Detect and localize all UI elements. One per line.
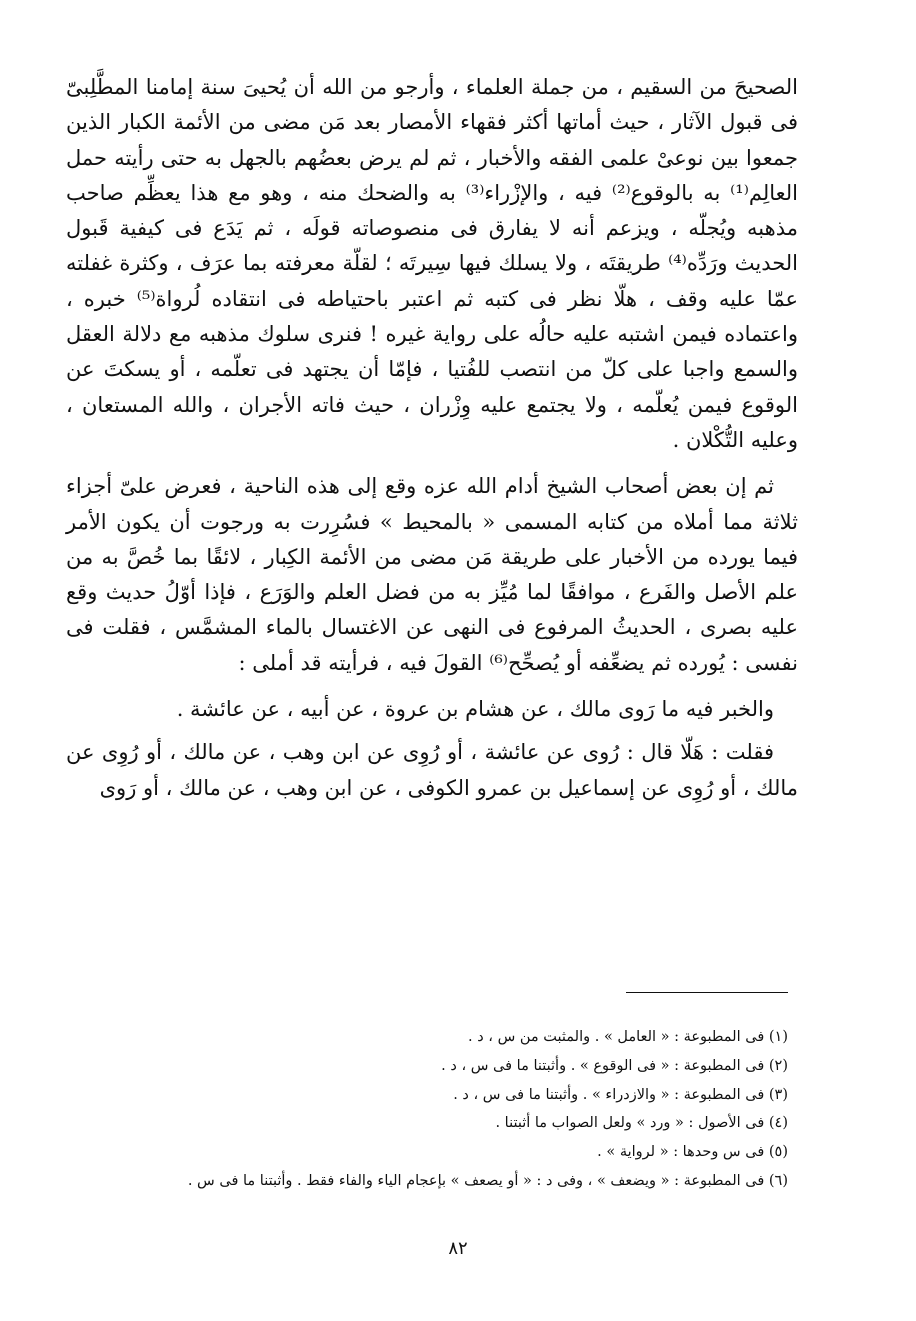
footnotes <box>60 1023 788 1196</box>
paragraph-2 <box>66 469 798 681</box>
paragraph-1 <box>66 70 798 458</box>
footnote-5: (٥) فى س وحدها : « لرواية » . <box>597 1144 788 1161</box>
paragraph-2-text: ثم إن بعض أصحاب الشيخ أدام الله عزه وقع إلى هذه الناحية ، فعرض علىّ أجزاء ثلاثة مما أملاه من كتابه المسمى « بالمحيط » فسُرِرت به ورجوت أن يكون الأمر فيما يورده من الأخبار على طريقة مَن مضى من الأئمة الكِبار ، لائقًا بما خُصَّ به من علم الأصل والفَرع ، موافقًا لما مُيِّز به من فضل العلم والوَرَع ، فإذا أوّلُ حديث وقع عليه بصرى ، الحديثُ المرفوع فى النهى عن الاغتسال بالماء المشمَّس ، فقلت فى نفسى : يُورده ثم يضعِّفه أو يُصحِّح⁽⁶⁾ القولَ فيه ، فرأيته قد أملى : <box>66 474 798 675</box>
main-text <box>66 70 798 806</box>
footnote-3: (٣) فى المطبوعة : « والازدراء » . وأثبتنا ما فى س ، د . <box>453 1086 788 1103</box>
paragraph-3-text: والخبر فيه ما رَوى مالك ، عن هشام بن عروة ، عن أبيه ، عن عائشة . <box>176 697 774 722</box>
page-number: ٨٢ <box>448 1238 468 1259</box>
footnote-2: (٢) فى المطبوعة : « فى الوقوع » . وأثبتنا ما فى س ، د . <box>441 1057 788 1074</box>
paragraph-3 <box>66 692 798 727</box>
footnote-6: (٦) فى المطبوعة : « ويضعف » ، وفى د : « أو يصعف » بإعجام الياء والفاء فقط . وأثبتنا ما فى س . <box>187 1172 788 1189</box>
paragraph-4 <box>66 735 798 806</box>
footnote-1: (١) فى المطبوعة : « العامل » . والمثبت من س ، د . <box>468 1029 788 1045</box>
paragraph-4-text: فقلت : هَلّا قال : رُوى عن عائشة ، أو رُوِى عن ابن وهب ، عن مالك ، أو رُوِى عن مالك ، أو رُوِى عن إسماعيل بن عمرو الكوفى ، عن ابن وهب ، عن مالك ، أو رَوى <box>66 740 798 800</box>
paragraph-1-text: الصحيحَ من السقيم ، من جملة العلماء ، وأرجو من الله أن يُحيىَ سنة إمامنا المطَّلِبىّ فى قبول الآثار ، حيث أماتها أكثر فقهاء الأمصار بعد مَن مضى من الأئمة الكبار الذين جمعوا بين نوعىْ علمى الفقه والأخبار ، ثم لم يرض بعضُهم بالجهل به حتى رأيته حمل العالِم⁽¹⁾ به بالوقوع⁽²⁾ فيه ، والإزْراء⁽³⁾ به والضحك منه ، وهو مع هذا يعظِّم صاحب مذهبه ويُجلّه ، ويزعم أنه لا يفارق فى منصوصاته قولَه ، ثم يَدَع فى كيفية قَبول الحديث ورَدِّه⁽⁴⁾ طريقتَه ، ولا يسلك فيها سِيرتَه ؛ لقلّة معرفته بما عرَف ، وكثرة غفلته عمّا عليه وقف ، هلّا نظر فى كتبه ثم اعتبر باحتياطه فى انتقاده لُرواة⁽⁵⁾ خبره ، واعتماده فيمن اشتبه عليه حالُه على رواية غيره ! فنرى سلوك مذهبه مع دلالة العقل والسمع واجبا على كلّ من انتصب للفُتيا ، فإمّا أن يجتهد فى تعلّمه ، أو يسكتَ عن الوقوع فيمن يُعلّمه ، ولا يجتمع عليه وِزْران ، حيث فاته الأجران ، والله المستعان ، وعليه التُّكْلان . <box>66 75 799 452</box>
footnote-4: (٤) فى الأصول : « ورد » ولعل الصواب ما أثبتنا . <box>495 1115 788 1132</box>
footnote-divider <box>626 992 788 993</box>
